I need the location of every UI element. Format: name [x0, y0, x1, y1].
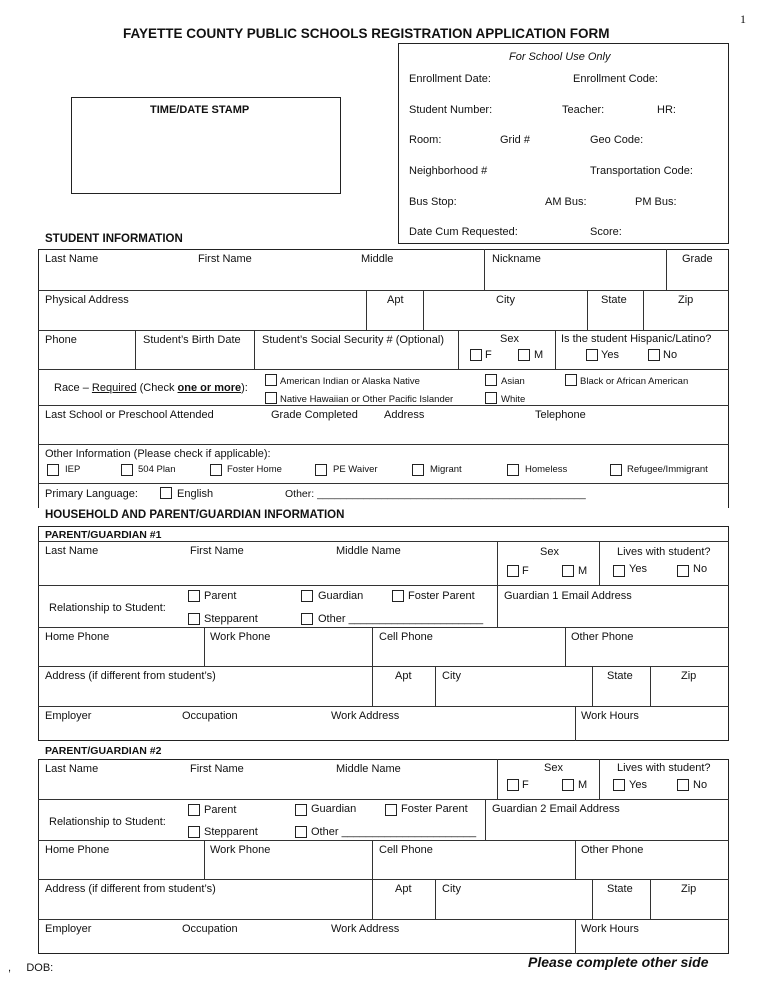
g1-work-phone[interactable]: Work Phone [210, 631, 271, 643]
g1-foster-parent-checkbox[interactable] [392, 590, 404, 602]
student-number-label: Student Number: [409, 104, 493, 116]
hispanic-yes-checkbox[interactable] [586, 349, 598, 361]
race-asian-checkbox[interactable] [485, 374, 497, 386]
grade-completed[interactable]: Grade Completed [271, 409, 358, 421]
g2-cell-phone[interactable]: Cell Phone [379, 844, 433, 856]
room-label: Room: [409, 134, 442, 146]
guardian-2-heading: PARENT/GUARDIAN #2 [45, 745, 162, 757]
g1-first-name[interactable]: First Name [190, 545, 244, 557]
enrollment-code-label: Enrollment Code: [573, 73, 658, 85]
g1-city[interactable]: City [442, 670, 461, 682]
g1-state[interactable]: State [607, 670, 633, 682]
g2-sex-f-label: F [522, 779, 529, 791]
g2-lives-yes-label: Yes [629, 779, 647, 791]
other-info-label: Other Information (Please check if applicable): [45, 448, 271, 460]
g2-state[interactable]: State [607, 883, 633, 895]
g2-relationship-label: Relationship to Student: [49, 816, 166, 828]
student-sex-label: Sex [500, 333, 519, 345]
g2-lives-yes-checkbox[interactable] [613, 779, 625, 791]
g1-parent-checkbox[interactable] [188, 590, 200, 602]
student-phone[interactable]: Phone [45, 334, 77, 346]
g1-sex-label: Sex [540, 546, 559, 558]
g1-zip[interactable]: Zip [681, 670, 697, 682]
g1-lives-no-checkbox[interactable] [677, 565, 689, 577]
sex-m-label: M [534, 349, 544, 361]
grid-label: Grid # [500, 134, 530, 146]
migrant-checkbox[interactable] [412, 464, 424, 476]
complete-other-side: Please complete other side [528, 954, 709, 970]
g2-foster-parent-label: Foster Parent [401, 803, 468, 815]
g2-work-address[interactable]: Work Address [331, 923, 400, 935]
last-school-telephone[interactable]: Telephone [535, 409, 586, 421]
iep-checkbox[interactable] [47, 464, 59, 476]
student-zip[interactable]: Zip [678, 294, 694, 306]
g1-lives-yes-checkbox[interactable] [613, 565, 625, 577]
race-native-hawaiian-checkbox[interactable] [265, 392, 277, 404]
migrant-label: Migrant [430, 464, 462, 475]
g2-parent-checkbox[interactable] [188, 804, 200, 816]
hispanic-no-checkbox[interactable] [648, 349, 660, 361]
g2-lives-no-label: No [693, 779, 708, 791]
g1-address[interactable]: Address (if different from student’s) [45, 670, 216, 682]
g2-sex-m-label: M [578, 779, 588, 791]
homeless-label: Homeless [525, 464, 568, 475]
geo-code-label: Geo Code: [590, 134, 644, 146]
homeless-checkbox[interactable] [507, 464, 519, 476]
g1-other-phone[interactable]: Other Phone [571, 631, 634, 643]
g2-city[interactable]: City [442, 883, 461, 895]
g2-guardian-label: Guardian [311, 803, 357, 815]
g1-other-field[interactable]: Other ______________________ [318, 613, 484, 625]
foster-home-label: Foster Home [227, 464, 282, 475]
race-american-indian-label: American Indian or Alaska Native [280, 376, 420, 387]
race-native-hawaiian-label: Native Hawaiian or Other Pacific Islander [280, 394, 454, 405]
student-first-name[interactable]: First Name [198, 253, 252, 265]
g1-stepparent-checkbox[interactable] [188, 613, 200, 625]
student-last-name[interactable]: Last Name [45, 253, 99, 265]
g1-lives-yes-label: Yes [629, 563, 647, 575]
g1-foster-parent-label: Foster Parent [408, 590, 475, 602]
last-school-address[interactable]: Address [384, 409, 425, 421]
page-title: FAYETTE COUNTY PUBLIC SCHOOLS REGISTRATION APPLICATION FORM [123, 26, 610, 41]
am-bus-label: AM Bus: [545, 196, 587, 208]
student-grade[interactable]: Grade [682, 253, 713, 265]
g1-sex-m-label: M [578, 565, 588, 577]
g1-apt[interactable]: Apt [395, 670, 412, 682]
pm-bus-label: PM Bus: [635, 196, 677, 208]
g1-employer[interactable]: Employer [45, 710, 92, 722]
race-white-checkbox[interactable] [485, 392, 497, 404]
g1-relationship-label: Relationship to Student: [49, 602, 166, 614]
race-white-label: White [501, 394, 526, 405]
g1-cell-phone[interactable]: Cell Phone [379, 631, 433, 643]
g1-middle-name[interactable]: Middle Name [336, 545, 401, 557]
race-black-checkbox[interactable] [565, 374, 577, 386]
g1-sex-f-label: F [522, 565, 529, 577]
plan-504-label: 504 Plan [138, 464, 176, 475]
g1-stepparent-label: Stepparent [204, 613, 258, 625]
iep-label: IEP [65, 464, 81, 475]
student-middle[interactable]: Middle [361, 253, 394, 265]
neighborhood-label: Neighborhood # [409, 165, 488, 177]
g1-email[interactable]: Guardian 1 Email Address [504, 590, 632, 602]
g1-lives-with-label: Lives with student? [617, 546, 711, 558]
g1-work-address[interactable]: Work Address [331, 710, 400, 722]
g2-occupation[interactable]: Occupation [182, 923, 238, 935]
g1-guardian-checkbox[interactable] [301, 590, 313, 602]
g2-work-phone[interactable]: Work Phone [210, 844, 271, 856]
g2-lives-with-label: Lives with student? [617, 762, 711, 774]
household-heading: HOUSEHOLD AND PARENT/GUARDIAN INFORMATION [45, 509, 345, 521]
primary-language-label: Primary Language: [45, 488, 138, 500]
g2-stepparent-label: Stepparent [204, 826, 258, 838]
g2-zip[interactable]: Zip [681, 883, 697, 895]
g2-employer[interactable]: Employer [45, 923, 92, 935]
date-cum-label: Date Cum Requested: [409, 226, 518, 238]
hispanic-yes-label: Yes [601, 349, 619, 361]
last-school[interactable]: Last School or Preschool Attended [45, 409, 214, 421]
g1-guardian-label: Guardian [318, 590, 364, 602]
g2-first-name[interactable]: First Name [190, 763, 244, 775]
sex-f-checkbox[interactable] [470, 349, 482, 361]
english-checkbox[interactable] [160, 487, 172, 499]
g2-lives-no-checkbox[interactable] [677, 779, 689, 791]
g2-work-hours[interactable]: Work Hours [581, 923, 639, 935]
g2-stepparent-checkbox[interactable] [188, 826, 200, 838]
student-info-heading: STUDENT INFORMATION [45, 233, 183, 245]
other-language-field[interactable]: Other: ______________________________________________ [285, 488, 586, 500]
g2-email[interactable]: Guardian 2 Email Address [492, 803, 620, 815]
teacher-label: Teacher: [562, 104, 605, 116]
g2-last-name[interactable]: Last Name [45, 763, 99, 775]
pe-waiver-label: PE Waiver [333, 464, 378, 475]
student-city[interactable]: City [496, 294, 515, 306]
english-label: English [177, 488, 214, 500]
score-label: Score: [590, 226, 622, 238]
race-american-indian-checkbox[interactable] [265, 374, 277, 386]
g1-sex-f-checkbox[interactable] [507, 565, 519, 577]
race-black-label: Black or African American [580, 376, 689, 387]
hr-label: HR: [657, 104, 676, 116]
plan-504-checkbox[interactable] [121, 464, 133, 476]
page-number: 1 [740, 12, 746, 26]
g2-apt[interactable]: Apt [395, 883, 412, 895]
pe-waiver-checkbox[interactable] [315, 464, 327, 476]
g2-other-field[interactable]: Other ______________________ [311, 826, 477, 838]
student-apt[interactable]: Apt [387, 294, 404, 306]
g1-sex-m-checkbox[interactable] [562, 565, 574, 577]
g2-other-phone[interactable]: Other Phone [581, 844, 644, 856]
enrollment-date-label: Enrollment Date: [409, 73, 491, 85]
g2-sex-f-checkbox[interactable] [507, 779, 519, 791]
g2-address[interactable]: Address (if different from student’s) [45, 883, 216, 895]
school-use-heading: For School Use Only [509, 51, 611, 63]
student-ssn[interactable]: Student’s Social Security # (Optional) [262, 334, 444, 346]
student-state[interactable]: State [601, 294, 627, 306]
g2-parent-label: Parent [204, 804, 237, 816]
sex-m-checkbox[interactable] [518, 349, 530, 361]
transportation-code-label: Transportation Code: [590, 165, 693, 177]
g2-home-phone[interactable]: Home Phone [45, 844, 110, 856]
bus-stop-label: Bus Stop: [409, 196, 457, 208]
student-nickname[interactable]: Nickname [492, 253, 541, 265]
guardian-1-heading: PARENT/GUARDIAN #1 [45, 529, 162, 541]
dob-footer: , DOB: [8, 962, 54, 974]
g2-middle-name[interactable]: Middle Name [336, 763, 401, 775]
g1-work-hours[interactable]: Work Hours [581, 710, 639, 722]
hispanic-question: Is the student Hispanic/Latino? [561, 333, 712, 345]
sex-f-label: F [485, 349, 492, 361]
g2-guardian-checkbox[interactable] [295, 804, 307, 816]
race-asian-label: Asian [501, 376, 525, 387]
race-label: Race – Required (Check one or more): [54, 382, 248, 394]
g2-sex-m-checkbox[interactable] [562, 779, 574, 791]
student-birth-date[interactable]: Student’s Birth Date [143, 334, 241, 346]
g1-home-phone[interactable]: Home Phone [45, 631, 110, 643]
g1-last-name[interactable]: Last Name [45, 545, 99, 557]
g2-sex-label: Sex [544, 762, 563, 774]
hispanic-no-label: No [663, 349, 678, 361]
foster-home-checkbox[interactable] [210, 464, 222, 476]
student-physical-address[interactable]: Physical Address [45, 294, 129, 306]
g1-lives-no-label: No [693, 563, 708, 575]
refugee-checkbox[interactable] [610, 464, 622, 476]
refugee-label: Refugee/Immigrant [627, 464, 708, 475]
g2-foster-parent-checkbox[interactable] [385, 804, 397, 816]
g1-other-checkbox[interactable] [301, 613, 313, 625]
stamp-label: TIME/DATE STAMP [150, 104, 250, 116]
g2-other-checkbox[interactable] [295, 826, 307, 838]
g1-occupation[interactable]: Occupation [182, 710, 238, 722]
g1-parent-label: Parent [204, 590, 237, 602]
